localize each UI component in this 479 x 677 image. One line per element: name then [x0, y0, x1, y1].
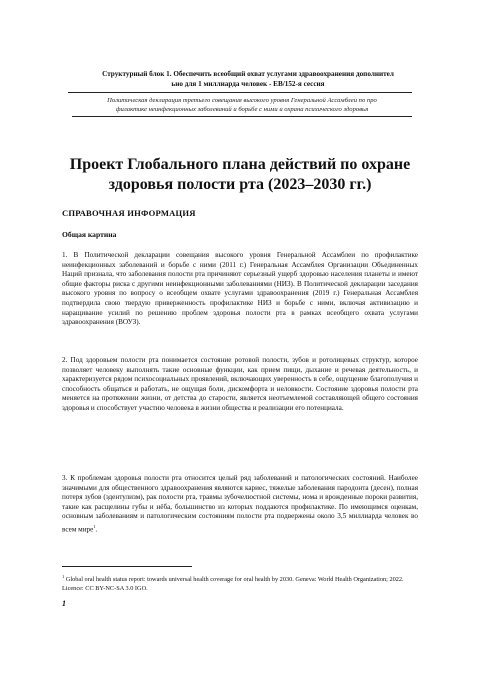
subheading: Общая картина [62, 230, 117, 239]
paragraph-2: 2. Под здоровьем полости рта понимается состояние ротовой полости, зубов и ротолицевых структур, которое позволяет человеку выполнять такие основные функции, как прием пищи, дыхание и речевая деятельность, и характеризуется рядом психосоциальных проявлений, включающих уверенность в себе, ощущение благополучия и способность общаться и работать, не ощущая боли, дискомфорта и неловкости. Состояние здоровья полости рта меняется на протяжении жизни, от детства до старости, является неотъемлемой составляющей общего состояния здоровья и способствует участию человека в жизни общества и реализации его потенциала. [62, 356, 418, 412]
header-subtitle [72, 96, 412, 114]
footnote-text: Global oral health status report: towards universal health coverage for oral health by 2030. Geneva: World Health Organization; 2022. Licence: CC BY-NC-SA 3.0 IGO. [62, 576, 404, 593]
footnote-ref[interactable]: 1 [93, 523, 96, 529]
section-heading: СПРАВОЧНАЯ ИНФОРМАЦИЯ [62, 208, 196, 218]
header-italic-line-1: Политическая декларация третьего совещания высокого уровня Генеральной Ассамблеи по про [107, 97, 377, 104]
footnote-divider [62, 566, 192, 567]
paragraph-3-text: 3. К проблемам здоровья полости рта относится целый ряд заболеваний и патологических состояний. Наиболее значимыми для общественного здравоохранения являются кариес, тяжелые заболевания пародонта (десен), полная потеря зубов (эдентулизм), рак полости рта, травмы зубочелюстной системы, нома и врожденные пороки развития, такие как расщелины губы и нёба, большинство из которых поддаются профилактике. По имеющимся оценкам, основным заболеваниям и патологическим состояниям полости рта подвержены около 3,5 миллиарда человек во всем мире [62, 474, 418, 534]
header-title [68, 70, 428, 89]
footnote-marker: 1 [62, 574, 65, 579]
paragraph-1: 1. В Политической декларации совещания высокого уровня Генеральной Ассамблеи по профилактике неинфекционных заболеваний и борьбе с ними (2011 г.) Генеральная Ассамблея Организации Объединенных Наций признала, что заболевания полости рта причиняют серьезный ущерб здоровью населения планеты и имеют общие факторы риска с другими неинфекционными заболеваниями (НИЗ). В Политической декларации заседания высокого уровня по вопросу о всеобщем охвате услугами здравоохранения (2019 г.) Генеральная Ассамблея подтвердила свою твердую приверженность профилактике НИЗ и борьбе с ними, включая активизацию и наращивание усилий по решению проблем здоровья полости рта в рамках всеобщего охвата услугами здравоохранения (ВОУЗ). [62, 251, 418, 327]
header-line-2: ьно для 1 миллиарда человек - EB/152-я сессия [171, 79, 325, 88]
header-italic-line-2: филактике неинфекционных заболеваний и борьбе с ними и охрана психического здоровья [115, 106, 369, 113]
paragraph-3: 3. К проблемам здоровья полости рта относится целый ряд заболеваний и патологических состояний. Наиболее значимыми для общественного здравоохранения являются кариес, тяжелые заболевания пародонта (десен), полная потеря зубов (эдентулизм), рак полости рта, травмы зубочелюстной системы, нома и врожденные пороки развития, такие как расщелины губы и нёба, большинство из которых поддаются профилактике. По имеющимся оценкам, основным заболеваниям и патологическим состояниям полости рта подвержены около 3,5 миллиарда человек во всем мире$^1$. [62, 474, 418, 534]
footnote [62, 572, 422, 593]
header-divider [68, 92, 412, 93]
document-title: Проект Глобального плана действий по охране здоровья полости рта (2023–2030 гг.) [69, 156, 411, 193]
page-number: 1 [62, 599, 66, 608]
header-divider-2 [72, 116, 412, 117]
header-line-1: Структурный блок 1. Обеспечить всеобщий охват услугами здравоохранения дополнител [102, 70, 394, 78]
